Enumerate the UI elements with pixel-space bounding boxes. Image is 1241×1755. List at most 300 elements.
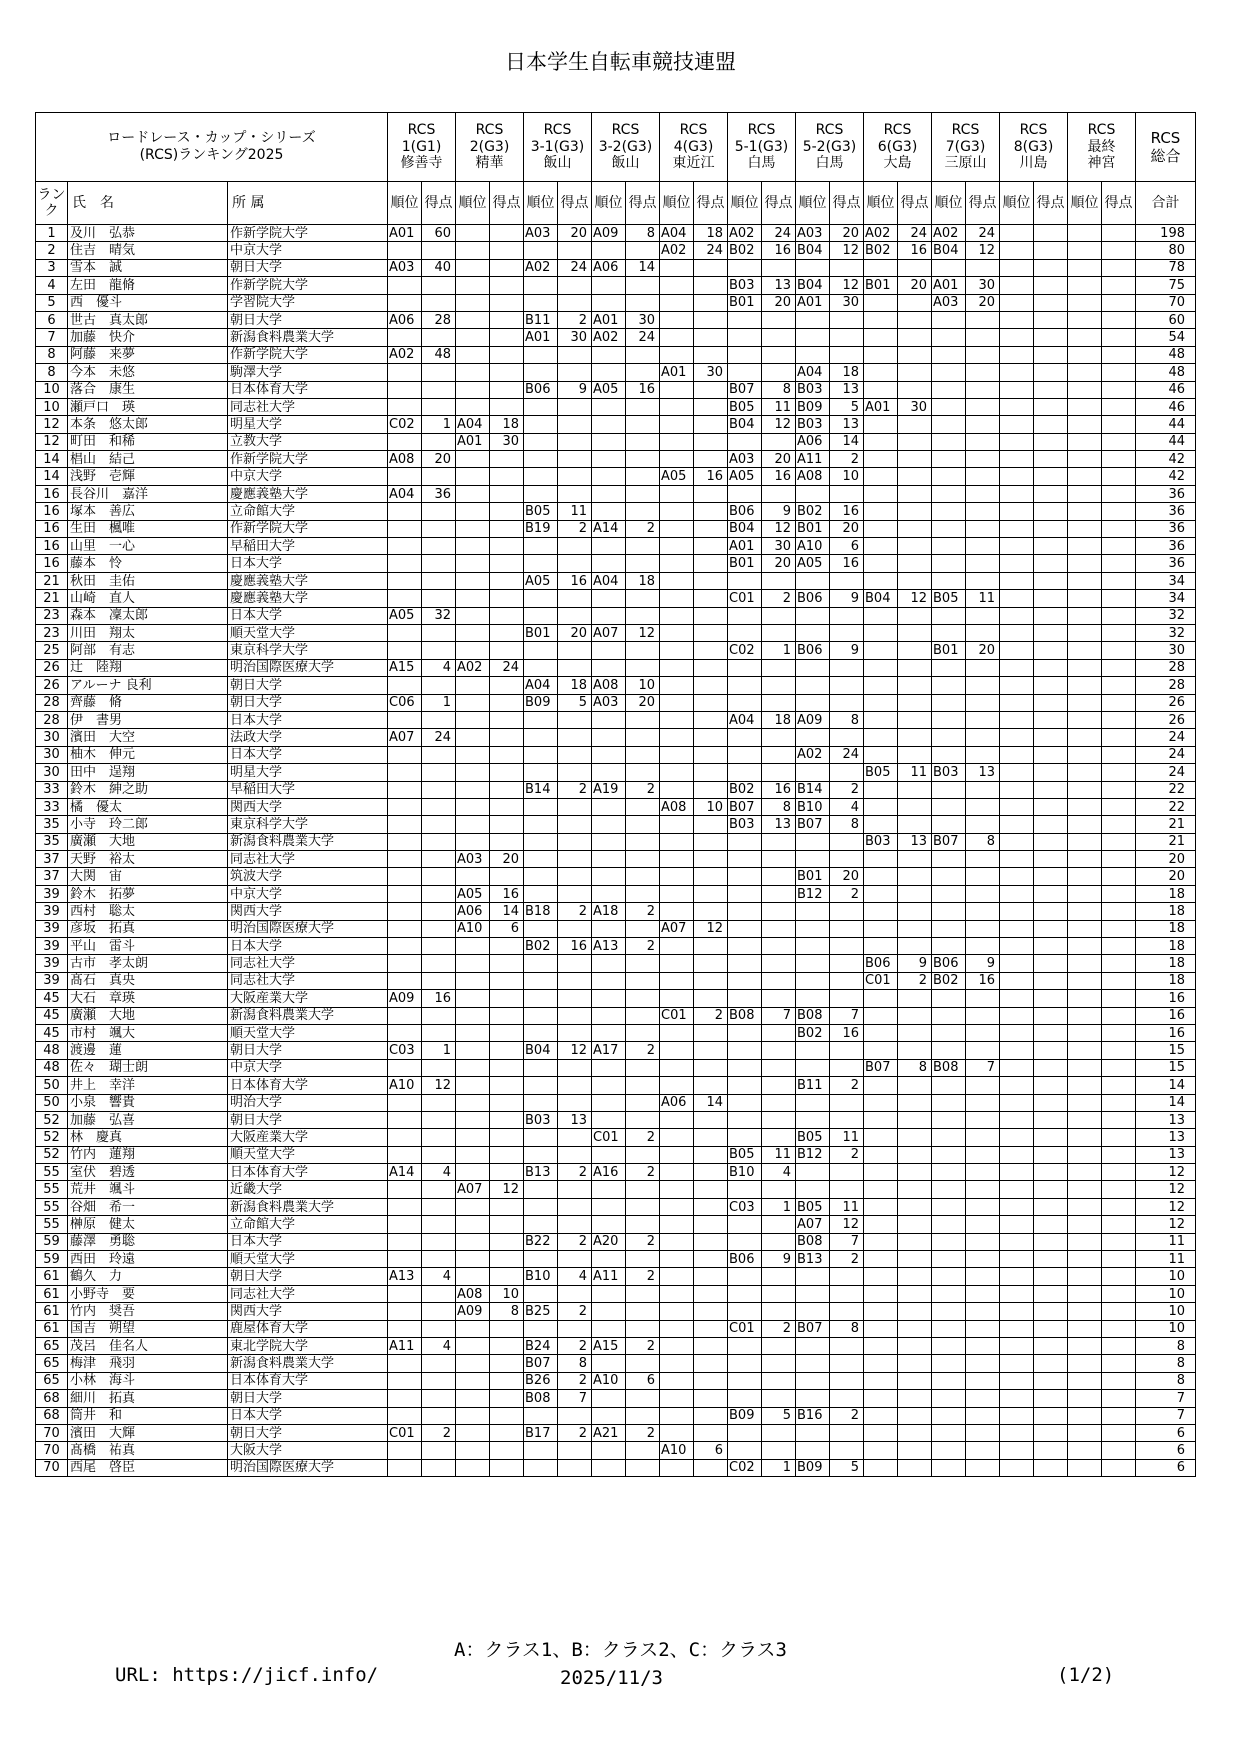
team-cell: 東京科学大学 [228,816,388,833]
points-cell [830,729,864,746]
event-header-line: 5-2(G3) [802,138,857,155]
points-cell [1034,1146,1068,1163]
points-cell [830,1268,864,1285]
points-cell [1034,1024,1068,1041]
points-cell: 16 [694,468,728,485]
team-cell: 作新学院大学 [228,277,388,294]
points-cell [558,433,592,450]
points-cell [1034,1442,1068,1459]
points-cell: 14 [626,259,660,276]
position-cell: B10 [796,798,830,815]
position-cell [456,1390,490,1407]
position-cell [932,816,966,833]
points-cell [694,851,728,868]
points-cell [626,277,660,294]
points-cell: 8 [762,381,796,398]
position-cell [1068,729,1102,746]
points-cell [490,1111,524,1128]
table-row [36,468,1196,485]
total-cell: 24 [1136,729,1196,746]
rank-cell: 3 [36,259,68,276]
position-cell [864,555,898,572]
position-cell [592,1181,626,1198]
position-cell: B01 [524,624,558,641]
pos-subheader: 順位 [592,182,626,225]
table-row [36,503,1196,520]
position-cell [660,833,694,850]
points-cell: 2 [694,1007,728,1024]
position-cell [456,1320,490,1337]
position-cell [932,1024,966,1041]
table-row [36,781,1196,798]
position-cell [592,1251,626,1268]
points-cell: 60 [422,225,456,242]
table-row [36,1303,1196,1320]
position-cell [1068,990,1102,1007]
rider-name-cell: 西尾 啓臣 [68,1459,228,1476]
points-cell: 9 [830,642,864,659]
points-cell [490,572,524,589]
rider-name-cell: 阿部 有志 [68,642,228,659]
position-cell [388,1111,422,1128]
total-cell: 36 [1136,503,1196,520]
position-cell [388,868,422,885]
position-cell [1000,1181,1034,1198]
points-cell [422,624,456,641]
position-cell: A08 [796,468,830,485]
position-cell [660,1216,694,1233]
rank-cell: 10 [36,398,68,415]
points-cell [898,711,932,728]
points-cell [422,1216,456,1233]
position-cell [660,259,694,276]
points-cell [830,972,864,989]
points-cell [490,468,524,485]
position-cell [1068,329,1102,346]
points-cell [1034,1094,1068,1111]
points-cell [1034,938,1068,955]
table-row [36,955,1196,972]
position-cell: A06 [456,903,490,920]
position-cell [456,868,490,885]
points-cell [626,503,660,520]
points-cell [490,346,524,363]
points-cell [898,1338,932,1355]
points-cell [1034,1424,1068,1441]
position-cell [1000,1198,1034,1215]
position-cell [1000,277,1034,294]
points-cell [966,468,1000,485]
total-cell: 6 [1136,1459,1196,1476]
points-cell [1102,677,1136,694]
position-cell [660,1390,694,1407]
position-cell [1068,416,1102,433]
rider-name-cell: 今本 未悠 [68,364,228,381]
position-cell [796,659,830,676]
rank-cell: 70 [36,1442,68,1459]
position-cell [1068,1164,1102,1181]
position-cell [1000,364,1034,381]
points-cell [694,1355,728,1372]
rider-name-cell: 町田 和稀 [68,433,228,450]
total-cell: 18 [1136,903,1196,920]
points-cell [830,311,864,328]
points-cell: 20 [966,294,1000,311]
points-cell: 8 [490,1303,524,1320]
table-row [36,1424,1196,1441]
position-cell: C01 [864,972,898,989]
position-cell [524,1024,558,1041]
points-cell: 13 [558,1111,592,1128]
position-cell [388,816,422,833]
position-cell [728,729,762,746]
position-cell [1000,711,1034,728]
rider-name-cell: 加藤 弘喜 [68,1111,228,1128]
position-cell [524,1181,558,1198]
table-row [36,225,1196,242]
points-cell [1034,242,1068,259]
position-cell [388,329,422,346]
position-cell: B11 [796,1077,830,1094]
points-cell [1102,1303,1136,1320]
points-cell [694,398,728,415]
points-cell [966,1338,1000,1355]
table-row [36,329,1196,346]
event-header-line: 1(G1) [401,138,442,155]
points-cell [490,1407,524,1424]
rider-name-cell: 井上 幸洋 [68,1077,228,1094]
points-cell [1034,1355,1068,1372]
points-cell [1034,555,1068,572]
position-cell [932,1459,966,1476]
position-cell [660,746,694,763]
points-cell [1102,711,1136,728]
points-cell [694,1181,728,1198]
rider-name-cell: 田中 逞翔 [68,764,228,781]
points-cell [898,1407,932,1424]
position-cell [592,1355,626,1372]
total-cell: 75 [1136,277,1196,294]
total-cell: 198 [1136,225,1196,242]
event-header-line: 白馬 [815,155,844,172]
position-cell [1000,694,1034,711]
position-cell [728,1285,762,1302]
position-cell: B16 [796,1407,830,1424]
position-cell: A16 [592,1164,626,1181]
position-cell [456,781,490,798]
points-cell [422,781,456,798]
position-cell [660,1268,694,1285]
points-cell: 11 [830,1198,864,1215]
points-cell [1034,1198,1068,1215]
points-cell [1034,955,1068,972]
points-cell [558,555,592,572]
position-cell [796,729,830,746]
team-cell: 明治大学 [228,1094,388,1111]
points-cell [694,642,728,659]
points-cell [490,1424,524,1441]
points-cell [1102,1233,1136,1250]
table-row [36,1442,1196,1459]
position-cell [456,1372,490,1389]
points-cell: 1 [762,642,796,659]
points-cell [966,1042,1000,1059]
points-cell: 30 [558,329,592,346]
position-cell [864,1233,898,1250]
pts-subheader: 得点 [422,182,456,225]
position-cell: B07 [728,798,762,815]
position-cell: B19 [524,520,558,537]
rank-cell: 39 [36,920,68,937]
event-header-line: RCS [475,121,504,138]
points-cell [1034,1459,1068,1476]
rider-name-cell: 茂呂 佳名人 [68,1338,228,1355]
position-cell [592,1111,626,1128]
points-cell [966,1198,1000,1215]
points-cell: 13 [830,381,864,398]
position-cell [524,711,558,728]
rider-name-cell: 佐々 瑚士朗 [68,1059,228,1076]
position-cell [456,1442,490,1459]
points-cell: 40 [422,259,456,276]
points-cell [694,746,728,763]
points-cell [694,607,728,624]
position-cell: B10 [728,1164,762,1181]
points-cell [490,294,524,311]
points-cell [1102,1285,1136,1302]
position-cell [660,851,694,868]
points-cell: 4 [422,659,456,676]
position-cell [524,816,558,833]
points-cell [830,1164,864,1181]
position-cell [1000,572,1034,589]
position-cell [932,1338,966,1355]
points-cell: 30 [694,364,728,381]
position-cell [1000,642,1034,659]
points-cell [694,590,728,607]
points-cell [1102,1216,1136,1233]
points-cell [762,746,796,763]
position-cell [660,711,694,728]
rider-name-cell: 廣瀬 大地 [68,833,228,850]
rider-name-cell: 荒井 颯斗 [68,1181,228,1198]
position-cell: B02 [932,972,966,989]
points-cell [966,1355,1000,1372]
position-cell: B12 [796,1146,830,1163]
points-cell [558,711,592,728]
rank-cell: 39 [36,938,68,955]
total-cell: 34 [1136,590,1196,607]
position-cell [388,1390,422,1407]
table-row [36,346,1196,363]
position-cell [796,1268,830,1285]
points-cell [694,1390,728,1407]
points-cell [1102,1094,1136,1111]
table-row [36,416,1196,433]
position-cell [728,1355,762,1372]
position-cell [728,990,762,1007]
position-cell [1068,711,1102,728]
position-cell: A03 [728,451,762,468]
points-cell [1102,607,1136,624]
total-cell: 6 [1136,1424,1196,1441]
points-cell [966,1285,1000,1302]
team-cell: 学習院大学 [228,294,388,311]
total-subheader: 合計 [1136,182,1196,225]
position-cell [524,1007,558,1024]
points-cell [626,868,660,885]
points-cell [1034,903,1068,920]
rider-name-cell: 小寺 玲二郎 [68,816,228,833]
position-cell: A01 [524,329,558,346]
points-cell [966,746,1000,763]
rider-name-cell: 生田 楓唯 [68,520,228,537]
position-cell: B03 [864,833,898,850]
position-cell [660,885,694,902]
points-cell [694,503,728,520]
rank-cell: 8 [36,346,68,363]
points-cell [1034,416,1068,433]
rank-cell: 10 [36,381,68,398]
position-cell: B10 [524,1268,558,1285]
position-cell [524,1320,558,1337]
points-cell [558,764,592,781]
position-cell [1000,1007,1034,1024]
total-cell: 8 [1136,1355,1196,1372]
points-cell [558,1407,592,1424]
points-cell [898,1129,932,1146]
points-cell [490,955,524,972]
position-cell [728,746,762,763]
rank-cell: 39 [36,885,68,902]
points-cell [490,1320,524,1337]
points-cell [558,451,592,468]
points-cell [490,1355,524,1372]
team-cell: 同志社大学 [228,1285,388,1302]
points-cell [762,833,796,850]
position-cell: A01 [932,277,966,294]
position-cell [932,990,966,1007]
points-cell [898,1442,932,1459]
rank-cell: 16 [36,485,68,502]
total-cell: 21 [1136,816,1196,833]
points-cell [830,1372,864,1389]
event-header-line: RCS [883,121,912,138]
points-cell [1034,1181,1068,1198]
position-cell [524,885,558,902]
table-row [36,259,1196,276]
position-cell [932,1355,966,1372]
position-cell: B18 [524,903,558,920]
class-legend: A：クラス1、B：クラス2、C：クラス3 [454,1639,787,1661]
position-cell [388,520,422,537]
points-cell [966,903,1000,920]
points-cell [694,903,728,920]
points-cell [694,277,728,294]
points-cell [558,1007,592,1024]
points-cell [490,677,524,694]
points-cell [694,294,728,311]
total-cell: 18 [1136,955,1196,972]
position-cell [1068,1251,1102,1268]
points-cell [558,590,592,607]
position-cell [1000,885,1034,902]
pts-subheader: 得点 [558,182,592,225]
position-cell [388,903,422,920]
position-cell [728,694,762,711]
position-cell [388,1181,422,1198]
total-cell: 10 [1136,1285,1196,1302]
position-cell [1068,468,1102,485]
points-cell [490,1129,524,1146]
points-cell [830,1338,864,1355]
total-cell: 26 [1136,711,1196,728]
position-cell: B03 [524,1111,558,1128]
event-header-line: RCS [815,121,844,138]
total-cell: 15 [1136,1042,1196,1059]
position-cell [1000,920,1034,937]
points-cell: 12 [898,590,932,607]
rider-name-cell: 西田 玲遠 [68,1251,228,1268]
pts-subheader: 得点 [1102,182,1136,225]
source-url[interactable]: URL: https://jicf.info/ [115,1664,379,1686]
team-cell: 日本大学 [228,555,388,572]
points-cell: 12 [966,242,1000,259]
position-cell [796,572,830,589]
position-cell [796,920,830,937]
total-cell: 42 [1136,468,1196,485]
points-cell [966,1372,1000,1389]
points-cell: 8 [898,1059,932,1076]
points-cell [558,398,592,415]
table-row [36,1338,1196,1355]
table-row [36,1251,1196,1268]
table-row [36,398,1196,415]
position-cell [1068,1424,1102,1441]
position-cell [932,1303,966,1320]
total-cell: 12 [1136,1216,1196,1233]
points-cell [626,729,660,746]
position-cell [796,1372,830,1389]
points-cell [830,659,864,676]
team-cell: 日本体育大学 [228,381,388,398]
team-cell: 新潟食料農業大学 [228,1007,388,1024]
position-cell: C06 [388,694,422,711]
total-cell: 46 [1136,398,1196,415]
points-cell [898,1077,932,1094]
team-cell: 日本大学 [228,746,388,763]
position-cell: A05 [592,381,626,398]
points-cell: 20 [830,520,864,537]
position-cell [728,624,762,641]
points-cell [898,294,932,311]
points-cell [558,485,592,502]
position-cell [728,1372,762,1389]
position-cell [864,1077,898,1094]
team-cell: 同志社大学 [228,851,388,868]
position-cell [592,364,626,381]
team-cell: 作新学院大学 [228,346,388,363]
points-cell [558,746,592,763]
total-cell: 26 [1136,694,1196,711]
position-cell [932,659,966,676]
table-row [36,1111,1196,1128]
position-cell [660,346,694,363]
position-cell [388,955,422,972]
position-cell: A02 [728,225,762,242]
position-cell: C01 [660,1007,694,1024]
points-cell [490,798,524,815]
